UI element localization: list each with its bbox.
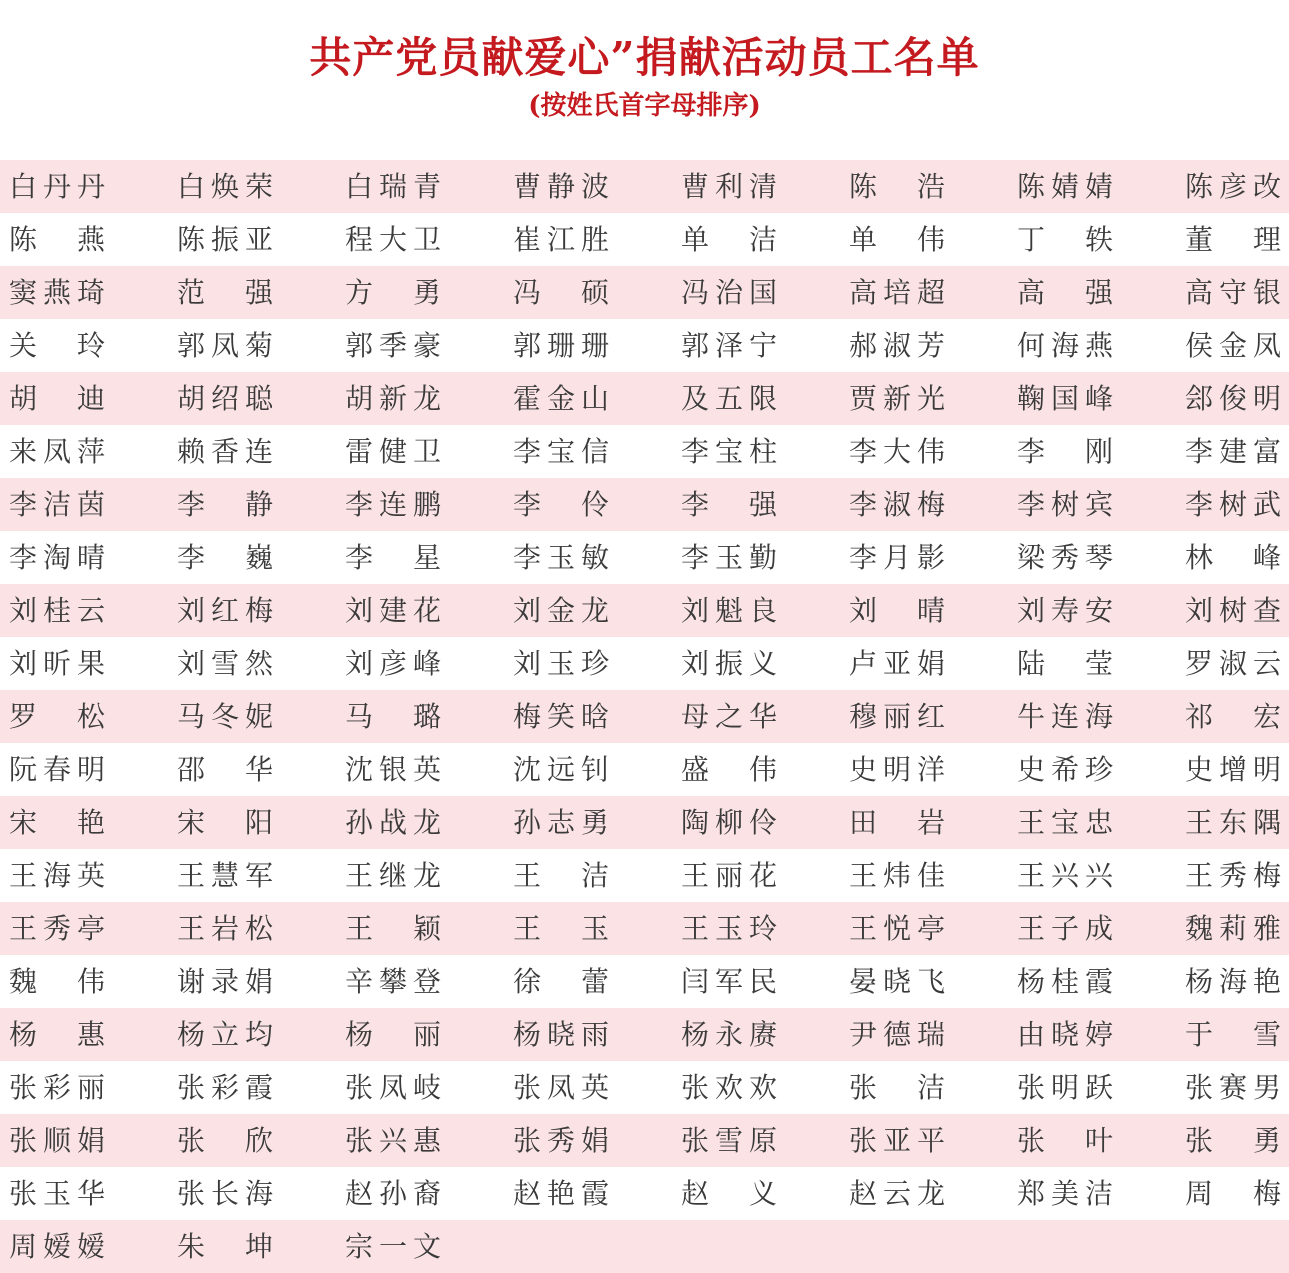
employee-name: 张 玉 华 <box>8 1177 105 1210</box>
employee-name: 刘 寿 安 <box>1016 594 1113 627</box>
employee-name: 及 五 限 <box>680 382 777 415</box>
employee-name: 田 岩 <box>848 806 945 839</box>
employee-name: 霍 金 山 <box>512 382 609 415</box>
page-title: 共产党员献爱心”捐献活动员工名单 <box>309 33 980 82</box>
employee-name: 陆 莹 <box>1016 647 1113 680</box>
employee-name: 李 伶 <box>512 488 609 521</box>
page-subtitle: (按姓氏首字母排序) <box>528 91 761 121</box>
employee-name: 李 宝 柱 <box>680 435 777 468</box>
name-row <box>0 319 1289 372</box>
employee-name: 张 彩 霞 <box>176 1071 273 1104</box>
name-row <box>0 690 1289 743</box>
employee-name: 来 凤 萍 <box>8 435 105 468</box>
employee-name: 张 洁 <box>848 1071 945 1104</box>
name-row <box>0 902 1289 955</box>
employee-name: 王 玉 <box>512 912 609 945</box>
employee-name: 罗 松 <box>8 700 105 733</box>
employee-name: 郭 季 豪 <box>344 329 441 362</box>
employee-name: 张 欢 欢 <box>680 1071 777 1104</box>
employee-name: 陈 彦 改 <box>1184 170 1281 203</box>
employee-name: 王 宝 忠 <box>1016 806 1113 839</box>
employee-name: 李 建 富 <box>1184 435 1281 468</box>
employee-name: 陈 婧 婧 <box>1016 170 1113 203</box>
employee-name: 李 淘 晴 <box>8 541 105 574</box>
employee-name: 陈 浩 <box>848 170 945 203</box>
name-row <box>0 425 1289 478</box>
employee-name: 郭 珊 珊 <box>512 329 609 362</box>
employee-name: 刘 昕 果 <box>8 647 105 680</box>
employee-name: 郝 淑 芳 <box>848 329 945 362</box>
employee-name: 丁 轶 <box>1016 223 1113 256</box>
employee-name: 李 洁 茵 <box>8 488 105 521</box>
employee-name: 王 岩 松 <box>176 912 273 945</box>
employee-name: 王 东 隅 <box>1184 806 1281 839</box>
name-row <box>0 266 1289 319</box>
name-row <box>0 584 1289 637</box>
employee-name: 单 洁 <box>680 223 777 256</box>
employee-name: 杨 惠 <box>8 1018 105 1051</box>
employee-name: 王 颖 <box>344 912 441 945</box>
employee-name: 冯 硕 <box>512 276 609 309</box>
employee-name: 白 焕 荣 <box>176 170 273 203</box>
employee-name: 谢 录 娟 <box>176 965 273 998</box>
employee-name: 林 峰 <box>1184 541 1281 574</box>
employee-name: 张 秀 娟 <box>512 1124 609 1157</box>
employee-name: 张 欣 <box>176 1124 273 1157</box>
employee-name: 沈 远 钊 <box>512 753 609 786</box>
employee-name: 高 守 银 <box>1184 276 1281 309</box>
employee-name: 何 海 燕 <box>1016 329 1113 362</box>
employee-name: 杨 桂 霞 <box>1016 965 1113 998</box>
employee-name: 杨 晓 雨 <box>512 1018 609 1051</box>
employee-name: 李 宝 信 <box>512 435 609 468</box>
employee-name: 马 冬 妮 <box>176 700 273 733</box>
employee-name: 沈 银 英 <box>344 753 441 786</box>
employee-name: 杨 立 均 <box>176 1018 273 1051</box>
employee-name: 单 伟 <box>848 223 945 256</box>
employee-name: 马 璐 <box>344 700 441 733</box>
employee-name: 晏 晓 飞 <box>848 965 945 998</box>
employee-name: 刘 金 龙 <box>512 594 609 627</box>
employee-name: 陈 振 亚 <box>176 223 273 256</box>
employee-name: 王 秀 亭 <box>8 912 105 945</box>
name-row <box>0 955 1289 1008</box>
employee-name: 刘 彦 峰 <box>344 647 441 680</box>
employee-name: 李 强 <box>680 488 777 521</box>
employee-name: 由 晓 婷 <box>1016 1018 1113 1051</box>
employee-name: 白 瑞 青 <box>344 170 441 203</box>
employee-name: 张 明 跃 <box>1016 1071 1113 1104</box>
name-table <box>0 160 1289 1273</box>
employee-name: 魏 莉 雅 <box>1184 912 1281 945</box>
employee-name: 崔 江 胜 <box>512 223 609 256</box>
employee-name: 赵 孙 裔 <box>344 1177 441 1210</box>
employee-name: 高 强 <box>1016 276 1113 309</box>
employee-name: 刘 玉 珍 <box>512 647 609 680</box>
name-row <box>0 1114 1289 1167</box>
employee-name: 盛 伟 <box>680 753 777 786</box>
employee-name: 李 淑 梅 <box>848 488 945 521</box>
employee-name: 李 刚 <box>1016 435 1113 468</box>
employee-name: 张 亚 平 <box>848 1124 945 1157</box>
employee-name: 胡 迪 <box>8 382 105 415</box>
employee-name: 李 树 宾 <box>1016 488 1113 521</box>
employee-name: 张 凤 岐 <box>344 1071 441 1104</box>
employee-name: 朱 坤 <box>176 1230 273 1263</box>
employee-name: 尹 德 瑞 <box>848 1018 945 1051</box>
name-row <box>0 1167 1289 1220</box>
employee-name: 王 洁 <box>512 859 609 892</box>
employee-name: 胡 新 龙 <box>344 382 441 415</box>
name-row <box>0 531 1289 584</box>
employee-name: 张 叶 <box>1016 1124 1113 1157</box>
employee-name: 王 海 英 <box>8 859 105 892</box>
employee-name: 张 勇 <box>1184 1124 1281 1157</box>
employee-name: 董 理 <box>1184 223 1281 256</box>
name-row <box>0 743 1289 796</box>
name-row <box>0 796 1289 849</box>
name-row <box>0 1220 1289 1273</box>
employee-name: 于 雪 <box>1184 1018 1281 1051</box>
employee-name: 魏 伟 <box>8 965 105 998</box>
employee-name: 宗 一 文 <box>344 1230 441 1263</box>
employee-name: 李 星 <box>344 541 441 574</box>
employee-name: 郭 泽 宁 <box>680 329 777 362</box>
employee-name: 徐 蕾 <box>512 965 609 998</box>
employee-name: 陶 柳 伶 <box>680 806 777 839</box>
employee-name: 梁 秀 琴 <box>1016 541 1113 574</box>
employee-name: 刘 雪 然 <box>176 647 273 680</box>
employee-name: 罗 淑 云 <box>1184 647 1281 680</box>
employee-name: 张 兴 惠 <box>344 1124 441 1157</box>
employee-name: 辛 攀 登 <box>344 965 441 998</box>
employee-name: 贾 新 光 <box>848 382 945 415</box>
employee-name: 张 赛 男 <box>1184 1071 1281 1104</box>
employee-name: 高 培 超 <box>848 276 945 309</box>
employee-name: 阮 春 明 <box>8 753 105 786</box>
employee-name: 鞠 国 峰 <box>1016 382 1113 415</box>
employee-name: 冯 治 国 <box>680 276 777 309</box>
employee-name: 赖 香 连 <box>176 435 273 468</box>
employee-name: 胡 绍 聪 <box>176 382 273 415</box>
employee-name: 梅 笑 晗 <box>512 700 609 733</box>
name-row <box>0 1061 1289 1114</box>
employee-name: 周 嫒 嫒 <box>8 1230 105 1263</box>
employee-name: 孙 战 龙 <box>344 806 441 839</box>
employee-name: 王 子 成 <box>1016 912 1113 945</box>
employee-name: 杨 海 艳 <box>1184 965 1281 998</box>
employee-name: 程 大 卫 <box>344 223 441 256</box>
employee-name: 刘 建 花 <box>344 594 441 627</box>
employee-name: 李 静 <box>176 488 273 521</box>
employee-name: 郐 俊 明 <box>1184 382 1281 415</box>
employee-name: 窦 燕 琦 <box>8 276 105 309</box>
employee-name: 郭 凤 菊 <box>176 329 273 362</box>
employee-name: 宋 阳 <box>176 806 273 839</box>
employee-name: 曹 利 清 <box>680 170 777 203</box>
employee-name: 李 树 武 <box>1184 488 1281 521</box>
employee-name: 方 勇 <box>344 276 441 309</box>
name-row <box>0 213 1289 266</box>
employee-name: 刘 红 梅 <box>176 594 273 627</box>
employee-name: 李 巍 <box>176 541 273 574</box>
name-row <box>0 478 1289 531</box>
employee-name: 闫 军 民 <box>680 965 777 998</box>
employee-name: 侯 金 凤 <box>1184 329 1281 362</box>
employee-name: 王 玉 玲 <box>680 912 777 945</box>
employee-name: 刘 树 查 <box>1184 594 1281 627</box>
employee-name: 李 连 鹏 <box>344 488 441 521</box>
employee-name: 张 凤 英 <box>512 1071 609 1104</box>
employee-name: 李 大 伟 <box>848 435 945 468</box>
employee-name: 张 顺 娟 <box>8 1124 105 1157</box>
employee-name: 祁 宏 <box>1184 700 1281 733</box>
employee-name: 王 炜 佳 <box>848 859 945 892</box>
employee-name: 刘 魁 良 <box>680 594 777 627</box>
employee-name: 曹 静 波 <box>512 170 609 203</box>
name-row <box>0 849 1289 902</box>
employee-name: 王 悦 亭 <box>848 912 945 945</box>
employee-name: 邵 华 <box>176 753 273 786</box>
employee-name: 李 玉 敏 <box>512 541 609 574</box>
employee-name: 李 玉 勤 <box>680 541 777 574</box>
employee-name: 陈 燕 <box>8 223 105 256</box>
employee-name: 史 希 珍 <box>1016 753 1113 786</box>
employee-name: 史 增 明 <box>1184 753 1281 786</box>
employee-name: 牛 连 海 <box>1016 700 1113 733</box>
employee-name: 史 明 洋 <box>848 753 945 786</box>
employee-name: 王 丽 花 <box>680 859 777 892</box>
employee-name: 卢 亚 娟 <box>848 647 945 680</box>
employee-name: 赵 义 <box>680 1177 777 1210</box>
employee-name: 周 梅 <box>1184 1177 1281 1210</box>
employee-name: 郑 美 洁 <box>1016 1177 1113 1210</box>
employee-name: 关 玲 <box>8 329 105 362</box>
employee-name: 王 继 龙 <box>344 859 441 892</box>
employee-name: 刘 振 义 <box>680 647 777 680</box>
employee-name: 张 雪 原 <box>680 1124 777 1157</box>
employee-name: 母 之 华 <box>680 700 777 733</box>
name-row <box>0 160 1289 213</box>
employee-name: 张 彩 丽 <box>8 1071 105 1104</box>
employee-name: 王 兴 兴 <box>1016 859 1113 892</box>
employee-name: 孙 志 勇 <box>512 806 609 839</box>
employee-name: 李 月 影 <box>848 541 945 574</box>
employee-name: 宋 艳 <box>8 806 105 839</box>
employee-name: 穆 丽 红 <box>848 700 945 733</box>
employee-name: 雷 健 卫 <box>344 435 441 468</box>
employee-name: 赵 艳 霞 <box>512 1177 609 1210</box>
employee-name: 杨 丽 <box>344 1018 441 1051</box>
employee-name: 刘 晴 <box>848 594 945 627</box>
employee-name: 白 丹 丹 <box>8 170 105 203</box>
name-row <box>0 372 1289 425</box>
employee-name: 范 强 <box>176 276 273 309</box>
name-row <box>0 637 1289 690</box>
employee-name: 杨 永 赓 <box>680 1018 777 1051</box>
employee-name: 王 秀 梅 <box>1184 859 1281 892</box>
employee-name: 张 长 海 <box>176 1177 273 1210</box>
employee-name: 赵 云 龙 <box>848 1177 945 1210</box>
name-row <box>0 1008 1289 1061</box>
employee-name: 王 慧 军 <box>176 859 273 892</box>
employee-name: 刘 桂 云 <box>8 594 105 627</box>
